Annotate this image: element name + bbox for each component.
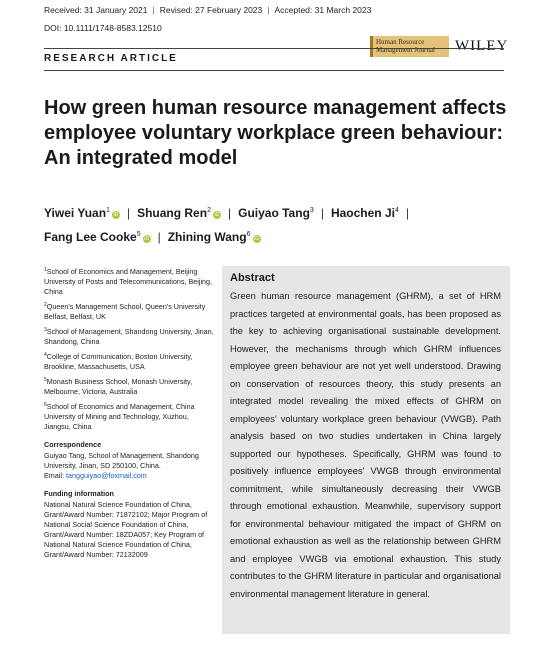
orcid-icon[interactable]: iD [214, 212, 220, 218]
orcid-icon[interactable]: iD [254, 236, 259, 242]
affiliation-text: School of Economics and Management, China University of Mining and Technology, Xuzhou, Jiangsu, China [44, 402, 195, 431]
author[interactable] [331, 206, 399, 220]
author-affiliation-number: 1 [106, 207, 110, 214]
journal-logo-line: Human Resource [376, 38, 425, 46]
journal-logo-line: Management Journal [376, 46, 435, 54]
affiliation-number: 6 [44, 402, 47, 408]
author-name: Fang Lee Cooke [44, 230, 137, 244]
affiliation [44, 300, 216, 322]
author-list [44, 200, 514, 248]
orcid-icon[interactable]: iD [144, 236, 149, 242]
affiliation-number: 2 [44, 302, 47, 308]
author-affiliation-number: 6 [246, 231, 251, 238]
orcid-icon[interactable]: iD [113, 212, 119, 218]
correspondence-heading: Correspondence [44, 440, 102, 449]
affiliation-number: 1 [44, 267, 47, 273]
affiliation [44, 350, 216, 372]
author[interactable] [168, 230, 261, 244]
author-separator: | [157, 230, 161, 244]
funding-heading: Funding information [44, 489, 114, 498]
affiliation [44, 375, 216, 397]
article-dates [44, 5, 371, 15]
date-separator: | [267, 5, 270, 15]
affiliation [44, 400, 216, 432]
author-affiliation-number: 3 [309, 207, 314, 214]
correspondence-email-line [44, 471, 216, 481]
affiliation-text: College of Communication, Boston University, Brookline, Massachusetts, USA [44, 352, 193, 371]
author[interactable] [44, 230, 151, 244]
author[interactable] [44, 206, 120, 220]
affiliation-number: 5 [44, 377, 47, 383]
journal-logo [370, 36, 449, 57]
author-name: Haochen Ji [330, 206, 395, 220]
doi-link[interactable]: DOI: 10.1111/1748-8583.12510 [44, 23, 162, 33]
author-separator: | [126, 206, 131, 220]
correspondence-address: Guiyao Tang, School of Management, Shandong University, Jinan, SD 250100, China. [44, 451, 199, 470]
affiliation-text: Queen's Management School, Queen's University Belfast, Belfast, UK [44, 302, 206, 321]
author-affiliation-number: 4 [394, 207, 399, 214]
header-rule [44, 70, 504, 71]
publisher-logo: WILEY [455, 38, 509, 54]
abstract-box [222, 266, 510, 634]
funding-text: National Natural Science Foundation of China, Grant/Award Number: 71872102; Major Program of National Social Science Foundation of China, Grant/Award Number: 18ZDA057; Key Program of National Natural Science Foundation of China, Grant/Award Number: 72132009 [44, 500, 208, 559]
affiliations-column [44, 265, 216, 560]
abstract-heading: Abstract [230, 272, 275, 284]
affiliation-text: School of Management, Shandong University, Jinan, Shandong, China [44, 327, 214, 346]
received-date: Received: 31 January 2021 [44, 5, 148, 15]
author-separator: | [227, 206, 232, 220]
email-link[interactable]: tangguiyao@foxmail.com [65, 471, 147, 480]
affiliation-text: School of Economics and Management, Beijing University of Posts and Telecommunications, Beijing, China [44, 267, 213, 296]
author-name: Guiyao Tang [238, 206, 310, 220]
revised-date: Revised: 27 February 2023 [159, 5, 263, 15]
author-affiliation-number: 2 [207, 207, 211, 214]
email-label: Email: [44, 471, 66, 480]
affiliation-text: Monash Business School, Monash University, Melbourne, Victoria, Australia [44, 377, 193, 396]
article-type: RESEARCH ARTICLE [44, 53, 178, 64]
abstract-text: Green human resource management (GHRM), a set of HRM practices targeted at environmental goals, has been proposed as the key to achieving organisational sustainable development. However, the mechanisms through which GHRM influences employee green behaviour are not yet well understood. Drawing on conservation of resources theory, this study presents an integrated model revealing the mixed effects of GHRM on employees' voluntary workplace green behaviour (VWGB). Path analysis based on two studies undertaken in China largely supported our hypotheses. Specifically, GHRM was found to positively influence employees' VWGB through environmental commitment, while simultaneously decreasing their VWGB through emotional exhaustion. Meanwhile, supervisory support for environmental behaviour mitigated the impact of GHRM on emotional exhaustion as well as the relationship between GHRM and employee VWGB via emotional exhaustion. This study contributes to the GHRM literature in particular and organisational environmental management literature in general. [230, 291, 501, 599]
author-separator: | [405, 206, 409, 220]
author[interactable] [238, 206, 314, 220]
author-name: Zhining Wang [167, 230, 247, 244]
author-name: Shuang Ren [137, 206, 208, 220]
author[interactable] [137, 206, 221, 220]
affiliation-number: 3 [44, 327, 47, 333]
affiliation-number: 4 [44, 352, 47, 358]
header-rule [44, 48, 504, 49]
affiliation [44, 265, 216, 297]
article-title: How green human resource management affects employee voluntary workplace green behaviour: An integrated model [44, 97, 507, 169]
author-affiliation-number: 5 [136, 231, 141, 238]
accepted-date: Accepted: 31 March 2023 [274, 5, 372, 15]
affiliation [44, 325, 216, 347]
author-name: Yiwei Yuan [44, 206, 107, 220]
author-separator: | [320, 206, 324, 220]
date-separator: | [152, 5, 155, 15]
